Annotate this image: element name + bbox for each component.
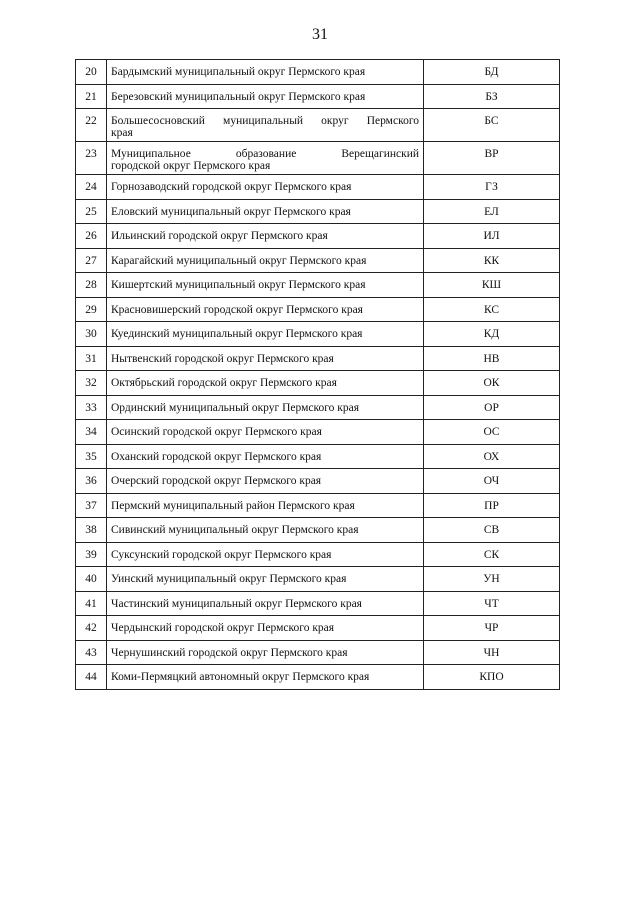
table-row	[76, 542, 560, 567]
territory-name	[107, 542, 424, 567]
table-row	[76, 297, 560, 322]
territory-code: ОХ	[424, 444, 560, 469]
table-row	[76, 142, 560, 175]
row-number: 42	[76, 616, 107, 641]
territory-name	[107, 109, 424, 142]
territory-code: ЧН	[424, 640, 560, 665]
territory-name-line: Карагайский муниципальный округ Пермского края	[111, 254, 367, 267]
table-row	[76, 175, 560, 200]
table-row	[76, 371, 560, 396]
territory-code: ЧТ	[424, 591, 560, 616]
territory-name	[107, 224, 424, 249]
table-row	[76, 493, 560, 518]
territory-name-line: Октябрьский городской округ Пермского края	[111, 377, 337, 389]
territory-code: СВ	[424, 518, 560, 543]
row-number: 21	[76, 84, 107, 109]
territory-code: КШ	[424, 273, 560, 298]
row-number: 24	[76, 175, 107, 200]
territory-name	[107, 493, 424, 518]
territory-name	[107, 142, 424, 175]
territory-code: БЗ	[424, 84, 560, 109]
row-number: 36	[76, 469, 107, 494]
row-number: 31	[76, 346, 107, 371]
territory-name	[107, 567, 424, 592]
territory-name-line: Кишертский муниципальный округ Пермского края	[111, 279, 366, 291]
territory-code: ОР	[424, 395, 560, 420]
territory-code: ИЛ	[424, 224, 560, 249]
row-number: 20	[76, 60, 107, 85]
territory-name	[107, 395, 424, 420]
page-number: 31	[312, 26, 328, 43]
territory-code: ОК	[424, 371, 560, 396]
territory-code: ВР	[424, 142, 560, 175]
territory-name	[107, 175, 424, 200]
table-row	[76, 224, 560, 249]
territory-code: ОЧ	[424, 469, 560, 494]
territory-name-line: Большесосновский муниципальный округ Пермского	[111, 115, 419, 127]
territory-code: КД	[424, 322, 560, 347]
territory-name	[107, 248, 424, 273]
table-row	[76, 395, 560, 420]
table-row	[76, 518, 560, 543]
territory-name-line: Ильинский городской округ Пермского края	[111, 230, 328, 242]
territory-name-line: Сивинский муниципальный округ Пермского края	[111, 524, 359, 536]
territory-code: УН	[424, 567, 560, 592]
territory-name-line: Осинский городской округ Пермского края	[111, 426, 322, 438]
territory-name	[107, 591, 424, 616]
territory-name-line: края	[111, 127, 133, 139]
table-row	[76, 420, 560, 445]
territory-name-line: Ординский муниципальный округ Пермского края	[111, 401, 360, 414]
table-row	[76, 273, 560, 298]
territory-name	[107, 322, 424, 347]
territory-name	[107, 420, 424, 445]
row-number: 23	[76, 142, 107, 175]
territory-name	[107, 199, 424, 224]
row-number: 26	[76, 224, 107, 249]
territory-code: БС	[424, 109, 560, 142]
territory-name-line: Оханский городской округ Пермского края	[111, 450, 322, 463]
territory-name	[107, 60, 424, 85]
territory-name-line: Красновишерский городской округ Пермского края	[111, 303, 363, 316]
territory-codes-table	[75, 59, 560, 690]
territory-code: КПО	[424, 665, 560, 690]
row-number: 30	[76, 322, 107, 347]
row-number: 32	[76, 371, 107, 396]
territory-code: СК	[424, 542, 560, 567]
row-number: 43	[76, 640, 107, 665]
territory-name-line: Коми-Пермяцкий автономный округ Пермского края	[111, 671, 370, 683]
territory-name-line: Березовский муниципальный округ Пермского края	[111, 90, 366, 103]
table-row	[76, 199, 560, 224]
territory-name	[107, 273, 424, 298]
territory-name	[107, 346, 424, 371]
row-number: 27	[76, 248, 107, 273]
territory-name-line: Муниципальное образование Верещагинский	[111, 148, 419, 160]
territory-name-line: Чернушинский городской округ Пермского края	[111, 646, 348, 659]
territory-code: ЕЛ	[424, 199, 560, 224]
territory-name	[107, 469, 424, 494]
territory-name-line: Чердынский городской округ Пермского края	[111, 622, 335, 634]
territory-name-line: Пермский муниципальный район Пермского края	[111, 499, 355, 512]
row-number: 34	[76, 420, 107, 445]
row-number: 38	[76, 518, 107, 543]
territory-name	[107, 518, 424, 543]
row-number: 33	[76, 395, 107, 420]
territory-name-line: Куединский муниципальный округ Пермского края	[111, 328, 363, 340]
row-number: 41	[76, 591, 107, 616]
row-number: 35	[76, 444, 107, 469]
table-row	[76, 248, 560, 273]
table-row	[76, 567, 560, 592]
territory-name-line: Очерский городской округ Пермского края	[111, 475, 322, 487]
territory-code: ЧР	[424, 616, 560, 641]
territory-code: КС	[424, 297, 560, 322]
territory-name-line: Бардымский муниципальный округ Пермского края	[111, 66, 366, 78]
table-row	[76, 444, 560, 469]
table-row	[76, 469, 560, 494]
row-number: 29	[76, 297, 107, 322]
table-row	[76, 322, 560, 347]
territory-name	[107, 616, 424, 641]
row-number: 39	[76, 542, 107, 567]
table-row	[76, 60, 560, 85]
table-row	[76, 665, 560, 690]
territory-code: ПР	[424, 493, 560, 518]
territory-name	[107, 640, 424, 665]
row-number: 40	[76, 567, 107, 592]
row-number: 22	[76, 109, 107, 142]
table-row	[76, 84, 560, 109]
table-row	[76, 591, 560, 616]
territory-code: БД	[424, 60, 560, 85]
table-row	[76, 346, 560, 371]
territory-name	[107, 665, 424, 690]
territory-name	[107, 444, 424, 469]
territory-name-line: Суксунский городской округ Пермского края	[111, 548, 332, 561]
territory-name-line: Нытвенский городской округ Пермского края	[111, 352, 334, 365]
table-row	[76, 640, 560, 665]
row-number: 44	[76, 665, 107, 690]
table-row	[76, 616, 560, 641]
territory-code: КК	[424, 248, 560, 273]
territory-code: ГЗ	[424, 175, 560, 200]
table-row	[76, 109, 560, 142]
territory-name-line: Частинский муниципальный округ Пермского края	[111, 597, 362, 610]
territory-code: НВ	[424, 346, 560, 371]
territory-name-line: Горнозаводский городской округ Пермского края	[111, 181, 352, 193]
territory-name-line: городской округ Пермского края	[111, 160, 271, 172]
territory-code: ОС	[424, 420, 560, 445]
territory-name-line: Еловский муниципальный округ Пермского края	[111, 205, 351, 218]
row-number: 28	[76, 273, 107, 298]
table-body	[76, 60, 560, 690]
territory-name	[107, 84, 424, 109]
territory-name	[107, 371, 424, 396]
row-number: 37	[76, 493, 107, 518]
territory-name-line: Уинский муниципальный округ Пермского края	[111, 573, 347, 585]
territory-name	[107, 297, 424, 322]
row-number: 25	[76, 199, 107, 224]
